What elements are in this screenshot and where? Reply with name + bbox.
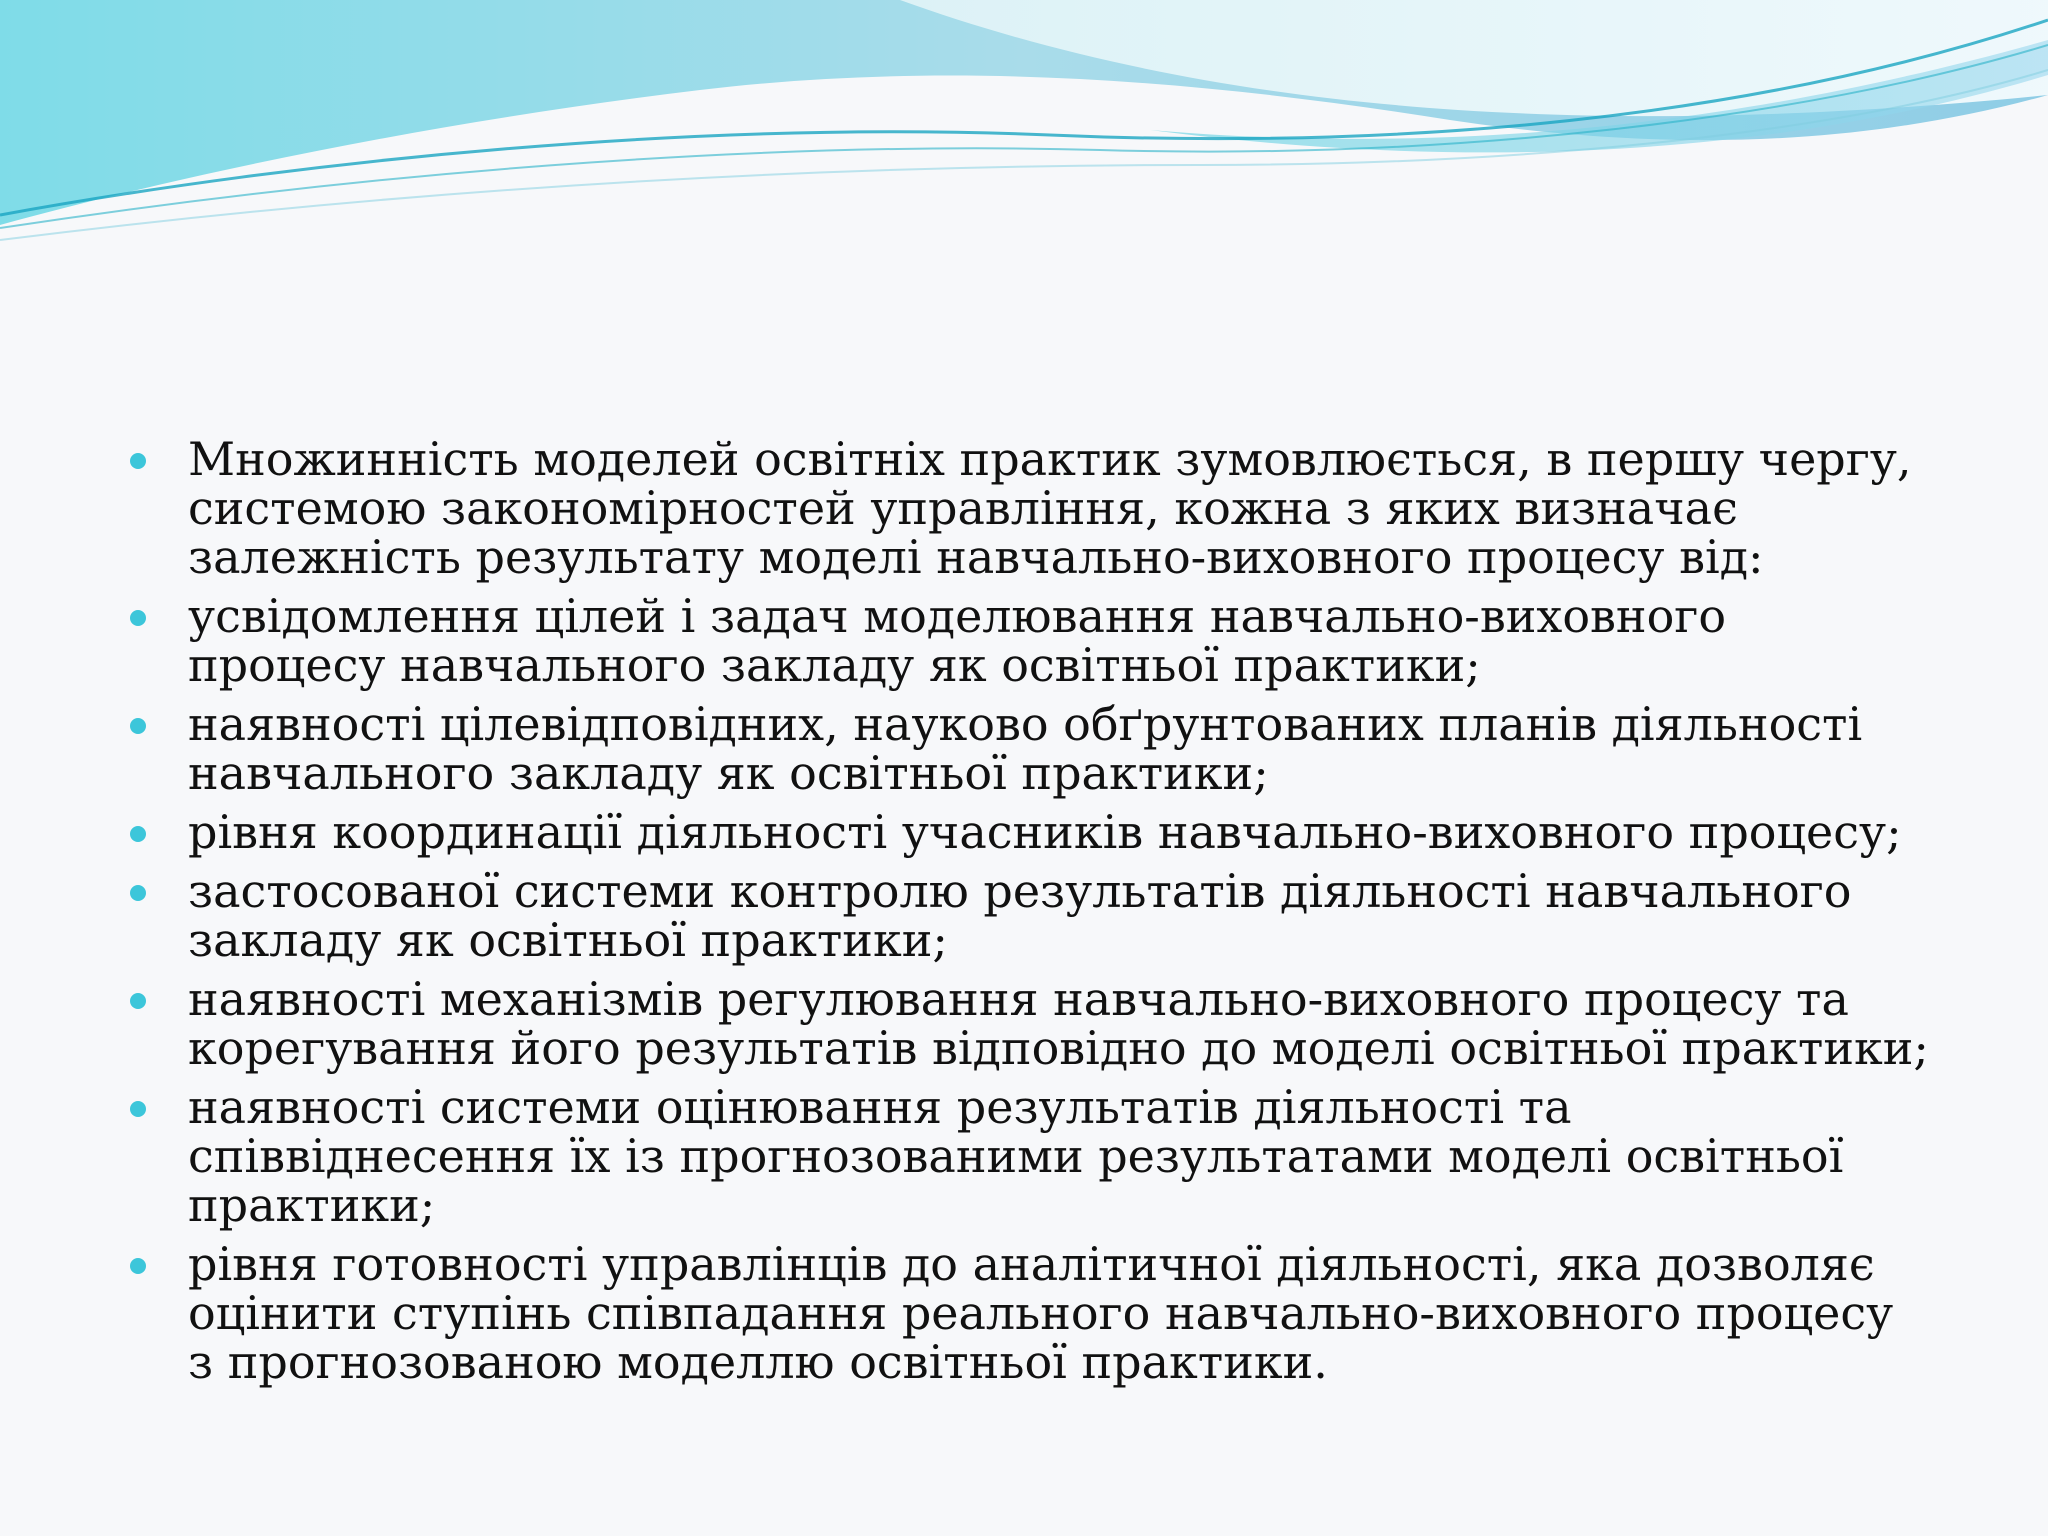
bullet-dot-icon <box>130 993 146 1009</box>
bullet-text: застосованої системи контролю результатів діяльності навчального закладу як освітньої практики; <box>188 864 1852 967</box>
list-item <box>130 697 1930 800</box>
list-item <box>130 432 1930 584</box>
list-item <box>130 1080 1930 1232</box>
bullet-text: наявності системи оцінювання результатів діяльності та співвіднесення їх із прогнозованими результатами моделі освітньої практики; <box>188 1080 1844 1232</box>
bullet-dot-icon <box>130 1101 146 1117</box>
list-item <box>130 1237 1930 1389</box>
bullet-text: Множинність моделей освітніх практик зумовлюється, в першу чергу, системою закономірностей управління, кожна з яких визначає залежність результату моделі навчально-виховного процесу від: <box>188 432 1912 584</box>
bullet-text: наявності цілевідповідних, науково обґрунтованих планів діяльності навчального закладу як освітньої практики; <box>188 697 1863 800</box>
bullet-dot-icon <box>130 610 146 626</box>
bullet-dot-icon <box>130 826 146 842</box>
bullet-dot-icon <box>130 1258 146 1274</box>
bullet-text: наявності механізмів регулювання навчально-виховного процесу та корегування його результатів відповідно до моделі освітньої практики; <box>188 972 1929 1075</box>
bullet-text: усвідомлення цілей і задач моделювання навчально-виховного процесу навчального закладу як освітньої практики; <box>188 589 1727 692</box>
list-item <box>130 589 1930 692</box>
bullet-dot-icon <box>130 453 146 469</box>
list-item <box>130 805 1930 859</box>
bullet-dot-icon <box>130 885 146 901</box>
bullet-text: рівня готовності управлінців до аналітичної діяльності, яка дозволяє оцінити ступінь співпадання реального навчально-виховного процесу з прогнозованою моделлю освітньої практики. <box>188 1237 1894 1389</box>
bullet-list <box>130 432 1930 1389</box>
bullet-text: рівня координації діяльності учасників навчально-виховного процесу; <box>188 805 1902 859</box>
list-item <box>130 972 1930 1075</box>
bullet-dot-icon <box>130 718 146 734</box>
list-item <box>130 864 1930 967</box>
decorative-wave-header <box>0 0 2048 260</box>
slide-content <box>130 432 1930 1397</box>
